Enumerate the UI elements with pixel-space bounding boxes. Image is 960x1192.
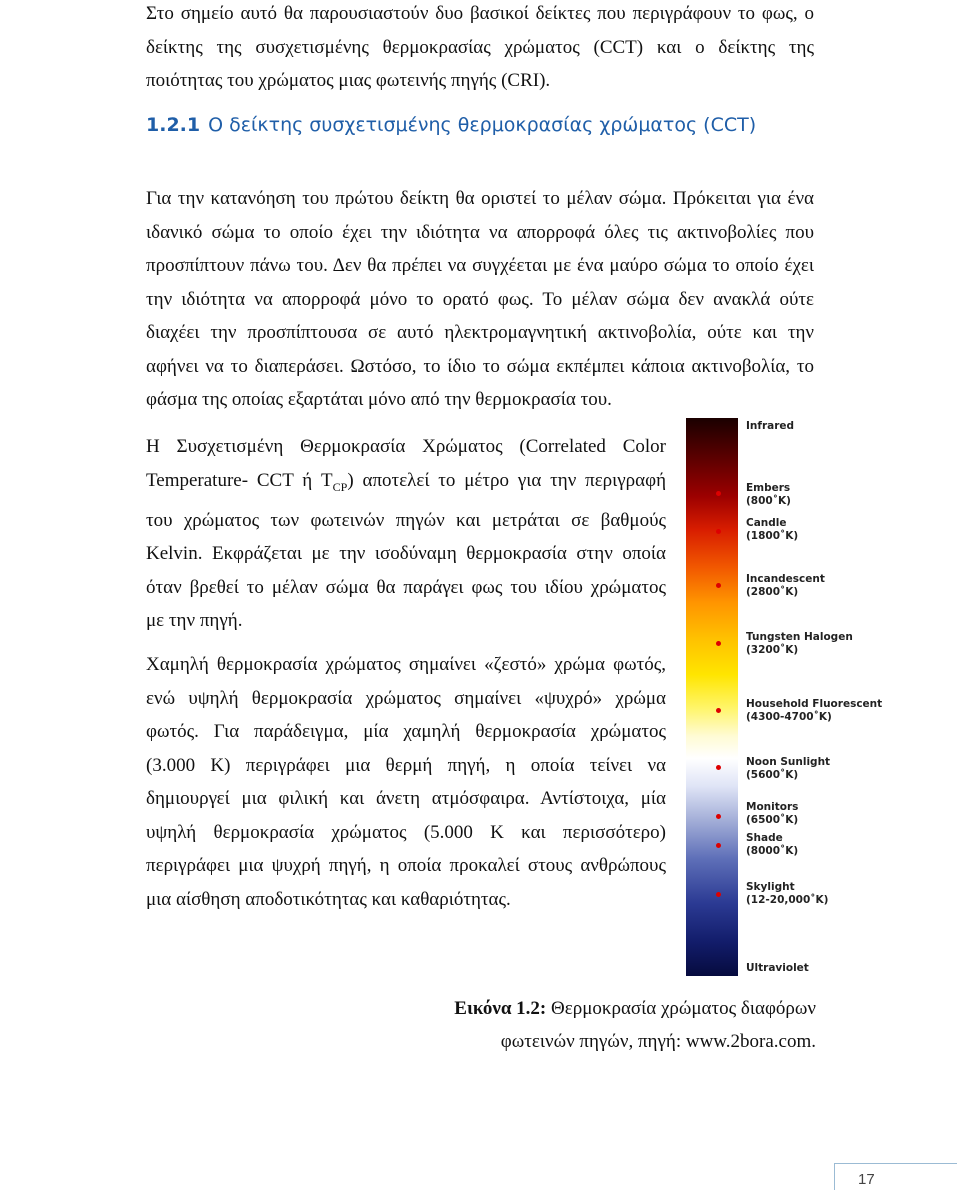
- paragraph-line: [146, 464, 666, 504]
- source-label-monitors: [746, 801, 798, 826]
- source-name: Household Fluorescent: [746, 698, 883, 710]
- paragraph-line: με την πηγή.: [146, 610, 243, 632]
- page-number: 17: [858, 1171, 875, 1188]
- marker-dot: [716, 814, 721, 819]
- marker-dot: [716, 843, 721, 848]
- caption-label: Εικόνα 1.2:: [454, 998, 547, 1019]
- source-name: Incandescent: [746, 573, 825, 585]
- source-name: Noon Sunlight: [746, 756, 831, 768]
- caption-line-1: [420, 992, 816, 1025]
- source-temp: (3200˚K): [746, 643, 799, 656]
- paragraph-line: μια αίσθηση αποδοτικότητας και καθαριότητας.: [146, 888, 511, 910]
- color-temperature-gradient-bar: [686, 418, 738, 976]
- section-heading: [146, 114, 756, 136]
- source-name: Embers: [746, 482, 791, 494]
- page-number-frame: [834, 1163, 957, 1190]
- source-temp: (1800˚K): [746, 529, 799, 542]
- source-temp: (4300-4700˚K): [746, 710, 832, 723]
- source-name: Monitors: [746, 801, 799, 813]
- paragraph-line: υψηλή θερμοκρασία χρώματος (5.000 K και περισσότερο): [146, 821, 666, 843]
- source-label-shade: [746, 832, 798, 857]
- source-label-candle: [746, 517, 798, 542]
- paragraph-line: την ιδιότητα να απορροφά μόνο το ορατό φως. Το μέλαν σώμα δεν ανακλά ούτε: [146, 288, 814, 310]
- paragraph-line: δημιουργεί μια φιλική και άνετη ατμόσφαιρα. Αντίστοιχα, μία: [146, 788, 666, 809]
- source-temp: (8000˚K): [746, 844, 799, 857]
- marker-dot: [716, 708, 721, 713]
- paragraph-line: Kelvin. Εκφράζεται με την ισοδύναμη θερμοκρασία στην οποία: [146, 543, 666, 565]
- source-label-incandescent: [746, 573, 825, 598]
- marker-dot: [716, 583, 721, 588]
- source-temp: (12-20,000˚K): [746, 893, 829, 906]
- marker-dot: [716, 641, 721, 646]
- source-label-household-fluorescent: [746, 698, 882, 723]
- intro-line-3: ποιότητας του χρώματος μιας φωτεινής πηγής (CRI).: [146, 70, 551, 91]
- paragraph-line: (3.000 K) περιγράφει μια θερμή πηγή, η οποία τείνει να: [146, 754, 666, 776]
- source-name: Candle: [746, 517, 787, 529]
- source-name: Tungsten Halogen: [746, 631, 853, 643]
- cct-definition-paragraph: [146, 430, 666, 638]
- paragraph-line: του χρώματος των φωτεινών πηγών και μετράται σε βαθμούς: [146, 509, 666, 531]
- paragraph-line: όταν βρεθεί το μέλαν σώμα θα παράγει φως του ιδίου χρώματος: [146, 576, 666, 598]
- marker-dot: [716, 491, 721, 496]
- section-number: 1.2.1: [146, 114, 201, 136]
- marker-dot: [716, 892, 721, 897]
- paragraph-line: Για την κατανόηση του πρώτου δείκτη θα οριστεί το μέλαν σώμα. Πρόκειται για ένα: [146, 188, 814, 209]
- paragraph-line: προσπίπτουν πάνω του. Δεν θα πρέπει να συγχέεται με ένα μαύρο σώμα το οποίο έχει: [146, 255, 814, 276]
- infrared-label: Infrared: [746, 420, 795, 432]
- source-temp: (5600˚K): [746, 768, 799, 781]
- tcp-prefix: Temperature- CCT ή T: [146, 469, 333, 491]
- paragraph-line: ενώ υψηλή θερμοκρασία χρώματος σημαίνει «ψυχρό» χρώμα: [146, 687, 666, 709]
- marker-dot: [716, 529, 721, 534]
- marker-dot: [716, 765, 721, 770]
- source-temp: (800˚K): [746, 494, 791, 507]
- intro-line-2: δείκτης της συσχετισμένης θερμοκρασίας χρώματος (CCT) και ο δείκτης της: [146, 36, 814, 58]
- intro-paragraph: [146, 0, 814, 98]
- source-temp: (6500˚K): [746, 813, 799, 826]
- intro-line-1: Στο σημείο αυτό θα παρουσιαστούν δυο βασικοί δείκτες που περιγράφουν το φως, ο: [146, 3, 814, 24]
- paragraph-line: αφήνει να το διαπεράσει. Ωστόσο, το ίδιο το σώμα εκπέμπει κάποια ακτινοβολία, το: [146, 355, 814, 377]
- paragraph-line: διαχέει την προσπίπτουσα σε αυτό ηλεκτρομαγνητική ακτινοβολία, ούτε και την: [146, 322, 814, 343]
- tcp-subscript: CP: [332, 479, 348, 494]
- paragraph-line: περιγράφει μια ψυχρή πηγή, η οποία προκαλεί στους ανθρώπους: [146, 855, 666, 876]
- color-temperature-figure: [686, 418, 883, 978]
- source-temp: (2800˚K): [746, 585, 799, 598]
- ultraviolet-label: Ultraviolet: [746, 962, 809, 974]
- source-label-skylight: [746, 881, 828, 906]
- blackbody-paragraph: [146, 182, 814, 417]
- source-label-noon-sunlight: [746, 756, 830, 781]
- source-label-embers: [746, 482, 791, 507]
- paragraph-line: Χαμηλή θερμοκρασία χρώματος σημαίνει «ζεστό» χρώμα φωτός,: [146, 654, 666, 675]
- tcp-suffix: ) αποτελεί το μέτρο για την περιγραφή: [347, 469, 667, 491]
- source-name: Shade: [746, 832, 783, 844]
- paragraph-line: φάσμα της οποίας εξαρτάται μόνο από την θερμοκρασία του.: [146, 389, 612, 410]
- warm-cool-paragraph: [146, 648, 666, 916]
- figure-caption: [420, 992, 816, 1058]
- paragraph-line: Η Συσχετισμένη Θερμοκρασία Χρώματος (Correlated Color: [146, 436, 666, 457]
- section-title: Ο δείκτης συσχετισμένης θερμοκρασίας χρώματος (CCT): [208, 114, 757, 136]
- paragraph-line: ιδανικό σώμα το οποίο έχει την ιδιότητα να απορροφά όλες τις ακτινοβολίες που: [146, 221, 814, 243]
- caption-text-2: φωτεινών πηγών, πηγή: www.2bora.com.: [500, 1031, 816, 1052]
- source-name: Skylight: [746, 881, 795, 893]
- paragraph-line: φωτός. Για παράδειγμα, μία χαμηλή θερμοκρασία χρώματος: [146, 721, 666, 742]
- source-label-tungsten-halogen: [746, 631, 853, 656]
- caption-text-1: Θερμοκρασία χρώματος διαφόρων: [546, 998, 816, 1019]
